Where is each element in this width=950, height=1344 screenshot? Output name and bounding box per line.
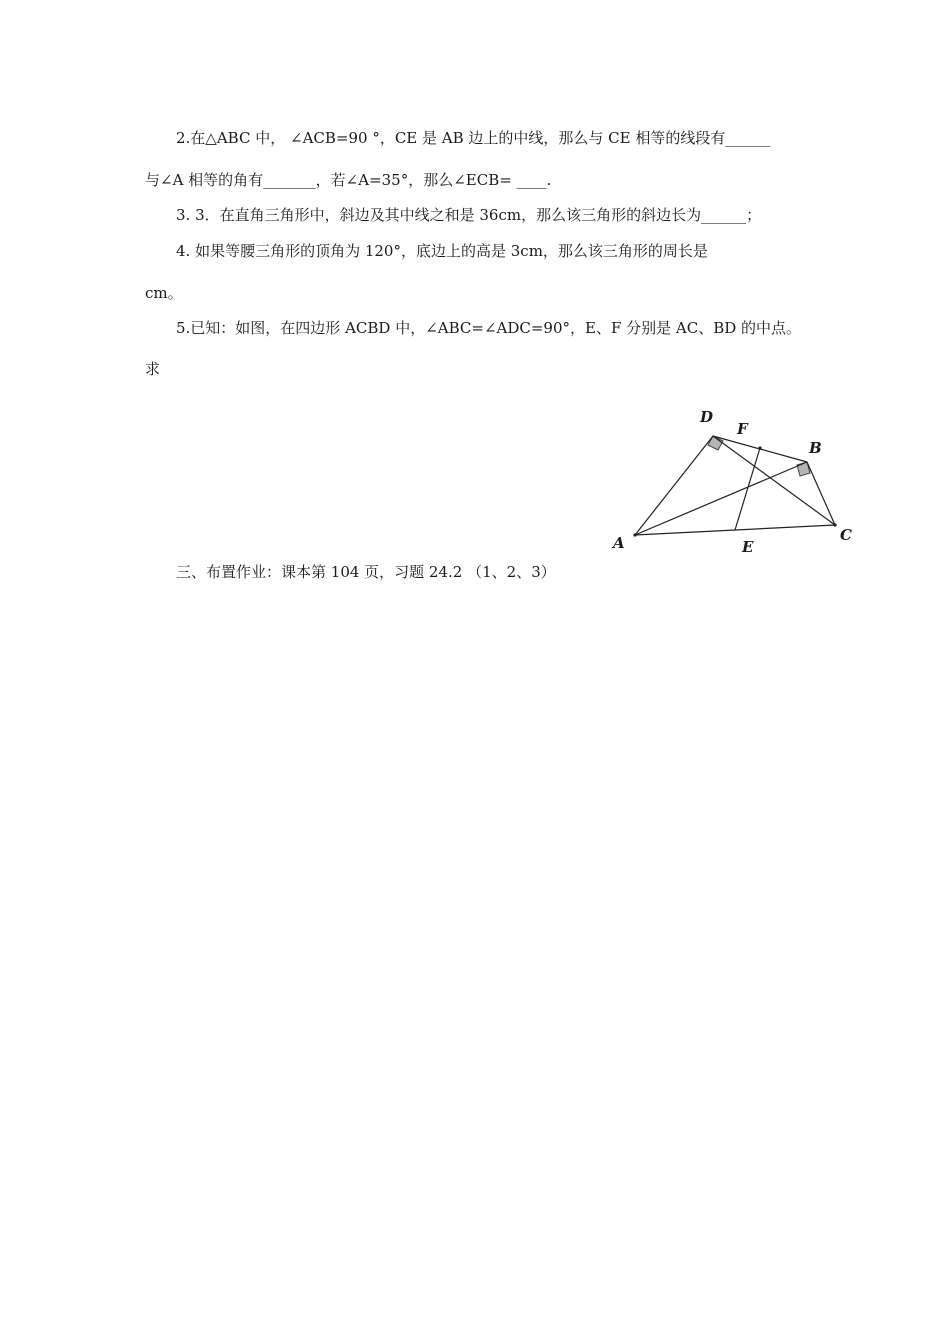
segment-ad: [635, 436, 713, 535]
problem-5-line-2: 求: [145, 360, 161, 378]
problem-2-line-2: 与∠A 相等的角有_______，若∠A=35°，那么∠ECB= ____.: [145, 171, 552, 189]
label-c: C: [840, 526, 852, 544]
point-a: [633, 533, 636, 536]
label-f: F: [737, 420, 748, 438]
label-a: A: [613, 534, 625, 552]
point-c: [833, 523, 836, 526]
label-e: E: [742, 538, 754, 556]
problem-4-line-2: cm。: [145, 284, 183, 302]
homework-assignment: 三、布置作业：课本第 104 页，习题 24.2 （1、2、3）: [176, 563, 556, 581]
point-f: [758, 446, 761, 449]
problem-2-line-1: 2.在△ABC 中， ∠ACB=90 °，CE 是 AB 边上的中线，那么与 CE 相等的线段有______: [176, 129, 771, 147]
label-b: B: [809, 439, 822, 457]
problem-3: 3. 3．在直角三角形中，斜边及其中线之和是 36cm，那么该三角形的斜边长为______；: [176, 206, 762, 224]
quadrilateral-figure: [600, 400, 870, 560]
segment-bc: [807, 462, 835, 525]
segment-ef: [735, 448, 760, 530]
problem-4-line-1: 4. 如果等腰三角形的顶角为 120°，底边上的高是 3cm，那么该三角形的周长是: [176, 242, 708, 260]
problem-5-line-1: 5.已知：如图，在四边形 ACBD 中，∠ABC=∠ADC=90°，E、F 分别是 AC、BD 的中点。: [176, 319, 802, 337]
segment-ab: [635, 462, 807, 535]
label-d: D: [700, 408, 714, 426]
